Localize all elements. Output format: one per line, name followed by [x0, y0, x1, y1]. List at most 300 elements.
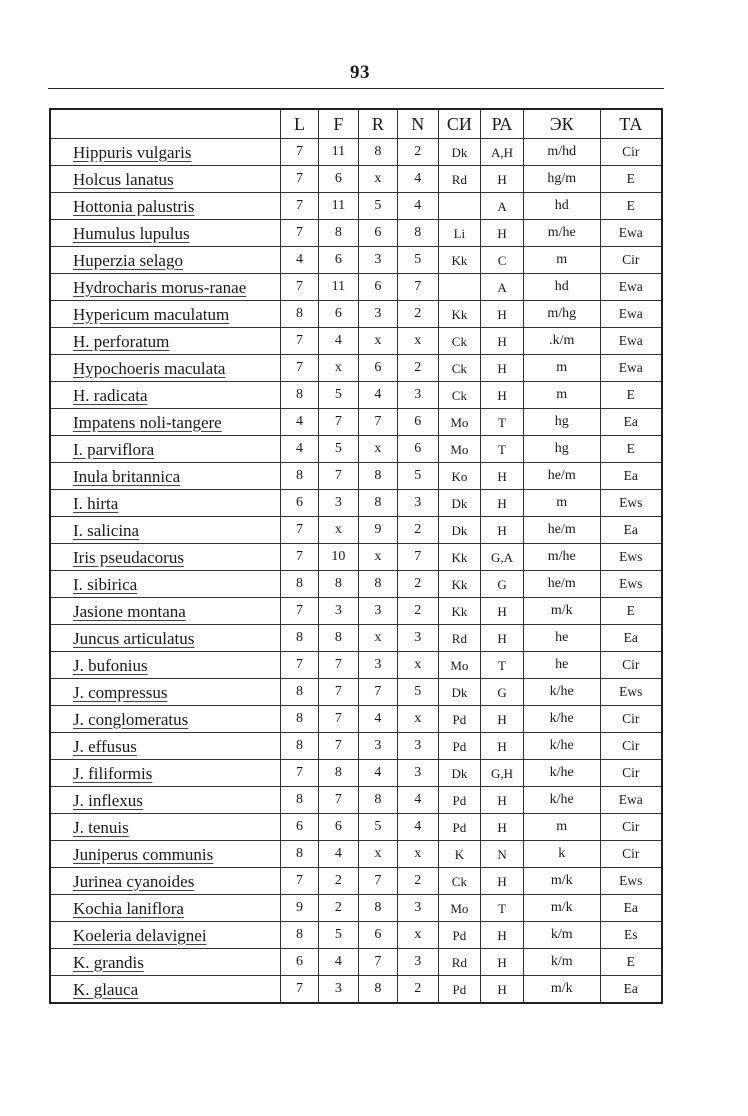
table-row: [50, 355, 662, 382]
l-cell: 7: [280, 166, 318, 193]
n-cell: 2: [398, 301, 439, 328]
ek-cell: m/k: [523, 976, 600, 1004]
table-row: [50, 274, 662, 301]
table-row: [50, 814, 662, 841]
n-cell: 2: [398, 868, 439, 895]
f-cell: 3: [319, 490, 358, 517]
n-cell: 6: [398, 409, 439, 436]
si-cell: Pd: [438, 976, 481, 1004]
species-cell: Koeleria delavignei: [50, 922, 280, 949]
l-cell: 6: [280, 814, 318, 841]
ra-cell: H: [481, 814, 524, 841]
si-cell: Mo: [438, 409, 481, 436]
l-cell: 7: [280, 355, 318, 382]
species-cell: Impatens noli-tangere: [50, 409, 280, 436]
table-row: [50, 841, 662, 868]
si-cell: Ck: [438, 328, 481, 355]
ra-cell: C: [481, 247, 524, 274]
r-cell: 7: [358, 679, 397, 706]
ta-cell: E: [600, 193, 662, 220]
f-cell: 8: [319, 571, 358, 598]
r-cell: 6: [358, 922, 397, 949]
table-row: [50, 895, 662, 922]
species-cell: Inula britannica: [50, 463, 280, 490]
l-cell: 8: [280, 706, 318, 733]
si-cell: Dk: [438, 679, 481, 706]
ra-cell: H: [481, 787, 524, 814]
l-cell: 4: [280, 409, 318, 436]
ta-cell: Ewa: [600, 274, 662, 301]
r-cell: 8: [358, 976, 397, 1004]
ra-cell: G: [481, 571, 524, 598]
l-cell: 7: [280, 193, 318, 220]
ta-cell: Ea: [600, 409, 662, 436]
species-cell: Jasione montana: [50, 598, 280, 625]
ra-cell: H: [481, 976, 524, 1004]
table-row: [50, 166, 662, 193]
f-cell: 2: [319, 895, 358, 922]
species-cell: H. radicata: [50, 382, 280, 409]
ta-cell: Cir: [600, 247, 662, 274]
ta-cell: E: [600, 166, 662, 193]
ek-cell: k/he: [523, 733, 600, 760]
f-cell: 4: [319, 841, 358, 868]
l-cell: 7: [280, 652, 318, 679]
r-cell: 8: [358, 139, 397, 166]
table-row: [50, 544, 662, 571]
l-cell: 7: [280, 976, 318, 1004]
n-cell: 2: [398, 139, 439, 166]
ek-cell: k/he: [523, 787, 600, 814]
l-cell: 6: [280, 490, 318, 517]
n-cell: 2: [398, 517, 439, 544]
ra-cell: H: [481, 922, 524, 949]
n-cell: 2: [398, 571, 439, 598]
header-ta: ТА: [600, 109, 662, 139]
l-cell: 7: [280, 868, 318, 895]
species-cell: Huperzia selago: [50, 247, 280, 274]
species-cell: Iris pseudacorus: [50, 544, 280, 571]
species-cell: Juncus articulatus: [50, 625, 280, 652]
si-cell: Ck: [438, 868, 481, 895]
table-row: [50, 409, 662, 436]
n-cell: 2: [398, 976, 439, 1004]
r-cell: 3: [358, 247, 397, 274]
ta-cell: Ewa: [600, 220, 662, 247]
ta-cell: Cir: [600, 841, 662, 868]
n-cell: 7: [398, 544, 439, 571]
l-cell: 7: [280, 598, 318, 625]
ra-cell: H: [481, 220, 524, 247]
ek-cell: hg: [523, 436, 600, 463]
ra-cell: G,A: [481, 544, 524, 571]
si-cell: Kk: [438, 598, 481, 625]
f-cell: 3: [319, 598, 358, 625]
f-cell: 8: [319, 760, 358, 787]
f-cell: 5: [319, 436, 358, 463]
n-cell: 6: [398, 436, 439, 463]
ta-cell: Ews: [600, 868, 662, 895]
ek-cell: he: [523, 625, 600, 652]
ta-cell: Ea: [600, 517, 662, 544]
n-cell: 4: [398, 166, 439, 193]
f-cell: 6: [319, 814, 358, 841]
f-cell: x: [319, 517, 358, 544]
r-cell: x: [358, 625, 397, 652]
l-cell: 4: [280, 247, 318, 274]
l-cell: 7: [280, 760, 318, 787]
ek-cell: m/hd: [523, 139, 600, 166]
species-cell: K. glauca: [50, 976, 280, 1004]
species-cell: Hottonia palustris: [50, 193, 280, 220]
table-row: [50, 193, 662, 220]
si-cell: Pd: [438, 787, 481, 814]
species-cell: Holcus lanatus: [50, 166, 280, 193]
n-cell: 2: [398, 355, 439, 382]
n-cell: 5: [398, 463, 439, 490]
f-cell: 7: [319, 706, 358, 733]
table-row: [50, 490, 662, 517]
ta-cell: Ewa: [600, 355, 662, 382]
f-cell: 8: [319, 220, 358, 247]
f-cell: 7: [319, 409, 358, 436]
f-cell: 11: [319, 139, 358, 166]
ra-cell: H: [481, 625, 524, 652]
r-cell: 9: [358, 517, 397, 544]
ra-cell: A: [481, 274, 524, 301]
ek-cell: m/k: [523, 868, 600, 895]
header-n: N: [398, 109, 439, 139]
f-cell: 6: [319, 301, 358, 328]
n-cell: x: [398, 652, 439, 679]
table-row: [50, 679, 662, 706]
species-cell: I. salicina: [50, 517, 280, 544]
table-row: [50, 328, 662, 355]
si-cell: Pd: [438, 922, 481, 949]
species-cell: Hypochoeris maculata: [50, 355, 280, 382]
ta-cell: E: [600, 949, 662, 976]
ek-cell: he/m: [523, 517, 600, 544]
table-row: [50, 652, 662, 679]
si-cell: Dk: [438, 490, 481, 517]
ta-cell: Ews: [600, 544, 662, 571]
ra-cell: H: [481, 301, 524, 328]
table-row: [50, 436, 662, 463]
f-cell: 2: [319, 868, 358, 895]
ek-cell: k: [523, 841, 600, 868]
f-cell: 11: [319, 274, 358, 301]
si-cell: Ck: [438, 382, 481, 409]
l-cell: 6: [280, 949, 318, 976]
species-cell: Hypericum maculatum: [50, 301, 280, 328]
f-cell: x: [319, 355, 358, 382]
ta-cell: Ea: [600, 895, 662, 922]
l-cell: 7: [280, 517, 318, 544]
ra-cell: T: [481, 409, 524, 436]
l-cell: 4: [280, 436, 318, 463]
l-cell: 8: [280, 301, 318, 328]
l-cell: 7: [280, 544, 318, 571]
ta-cell: Cir: [600, 652, 662, 679]
table-row: [50, 517, 662, 544]
species-cell: Humulus lupulus: [50, 220, 280, 247]
ra-cell: H: [481, 706, 524, 733]
n-cell: 3: [398, 895, 439, 922]
ek-cell: m/hg: [523, 301, 600, 328]
r-cell: 8: [358, 895, 397, 922]
species-cell: Jurinea cyanoides: [50, 868, 280, 895]
l-cell: 8: [280, 679, 318, 706]
f-cell: 7: [319, 679, 358, 706]
si-cell: Kk: [438, 247, 481, 274]
ek-cell: m/k: [523, 598, 600, 625]
si-cell: Ck: [438, 355, 481, 382]
species-cell: I. parviflora: [50, 436, 280, 463]
l-cell: 8: [280, 922, 318, 949]
ek-cell: hd: [523, 274, 600, 301]
table-row: [50, 598, 662, 625]
r-cell: x: [358, 841, 397, 868]
r-cell: 3: [358, 598, 397, 625]
si-cell: Dk: [438, 517, 481, 544]
r-cell: 3: [358, 652, 397, 679]
ra-cell: T: [481, 652, 524, 679]
ta-cell: Ea: [600, 463, 662, 490]
si-cell: Mo: [438, 895, 481, 922]
ra-cell: G: [481, 679, 524, 706]
ta-cell: Cir: [600, 814, 662, 841]
r-cell: 8: [358, 787, 397, 814]
table-row: [50, 706, 662, 733]
n-cell: 4: [398, 814, 439, 841]
ek-cell: k/he: [523, 679, 600, 706]
ra-cell: H: [481, 598, 524, 625]
page-number: 93: [350, 62, 370, 83]
ta-cell: Ea: [600, 625, 662, 652]
ta-cell: Ewa: [600, 787, 662, 814]
si-cell: Kk: [438, 301, 481, 328]
header-rule: [48, 88, 664, 89]
r-cell: 7: [358, 868, 397, 895]
table-row: [50, 463, 662, 490]
si-cell: [438, 274, 481, 301]
l-cell: 8: [280, 625, 318, 652]
ta-cell: E: [600, 598, 662, 625]
n-cell: x: [398, 841, 439, 868]
l-cell: 7: [280, 328, 318, 355]
header-f: F: [319, 109, 358, 139]
ra-cell: H: [481, 328, 524, 355]
si-cell: [438, 193, 481, 220]
r-cell: 5: [358, 814, 397, 841]
ek-cell: m: [523, 355, 600, 382]
r-cell: 8: [358, 463, 397, 490]
f-cell: 3: [319, 976, 358, 1004]
ta-cell: Cir: [600, 706, 662, 733]
r-cell: 4: [358, 706, 397, 733]
l-cell: 9: [280, 895, 318, 922]
r-cell: 5: [358, 193, 397, 220]
species-cell: J. compressus: [50, 679, 280, 706]
ek-cell: hg: [523, 409, 600, 436]
ta-cell: E: [600, 436, 662, 463]
si-cell: Rd: [438, 949, 481, 976]
ek-cell: hg/m: [523, 166, 600, 193]
l-cell: 8: [280, 841, 318, 868]
table-row: [50, 760, 662, 787]
si-cell: Rd: [438, 166, 481, 193]
ek-cell: k/m: [523, 922, 600, 949]
ek-cell: .k/m: [523, 328, 600, 355]
ek-cell: m: [523, 247, 600, 274]
ra-cell: H: [481, 949, 524, 976]
n-cell: 4: [398, 787, 439, 814]
header-r: R: [358, 109, 397, 139]
ra-cell: N: [481, 841, 524, 868]
n-cell: 8: [398, 220, 439, 247]
si-cell: Ko: [438, 463, 481, 490]
si-cell: Rd: [438, 625, 481, 652]
r-cell: x: [358, 436, 397, 463]
ek-cell: m: [523, 814, 600, 841]
ek-cell: he/m: [523, 463, 600, 490]
ek-cell: hd: [523, 193, 600, 220]
f-cell: 7: [319, 733, 358, 760]
table-row: [50, 571, 662, 598]
r-cell: 3: [358, 301, 397, 328]
l-cell: 7: [280, 274, 318, 301]
header-row: [50, 109, 662, 139]
table-row: [50, 922, 662, 949]
l-cell: 8: [280, 787, 318, 814]
si-cell: Kk: [438, 544, 481, 571]
ra-cell: A: [481, 193, 524, 220]
ta-cell: Ews: [600, 490, 662, 517]
ek-cell: he/m: [523, 571, 600, 598]
n-cell: 4: [398, 193, 439, 220]
ta-cell: Ews: [600, 679, 662, 706]
ra-cell: H: [481, 490, 524, 517]
table-row: [50, 868, 662, 895]
ta-cell: Cir: [600, 139, 662, 166]
table-body: [50, 139, 662, 1004]
table-row: [50, 301, 662, 328]
l-cell: 7: [280, 220, 318, 247]
r-cell: 6: [358, 274, 397, 301]
header-species: [50, 109, 280, 139]
f-cell: 10: [319, 544, 358, 571]
species-cell: Kochia laniflora: [50, 895, 280, 922]
r-cell: 7: [358, 409, 397, 436]
si-cell: Kk: [438, 571, 481, 598]
r-cell: x: [358, 166, 397, 193]
n-cell: x: [398, 706, 439, 733]
ek-cell: m: [523, 382, 600, 409]
si-cell: Pd: [438, 733, 481, 760]
l-cell: 8: [280, 733, 318, 760]
n-cell: 3: [398, 625, 439, 652]
header-ra: РА: [481, 109, 524, 139]
si-cell: Mo: [438, 652, 481, 679]
si-cell: Pd: [438, 814, 481, 841]
species-cell: I. sibirica: [50, 571, 280, 598]
ra-cell: H: [481, 355, 524, 382]
ek-cell: he: [523, 652, 600, 679]
species-cell: J. filiformis: [50, 760, 280, 787]
si-cell: Pd: [438, 706, 481, 733]
table-row: [50, 625, 662, 652]
r-cell: x: [358, 544, 397, 571]
f-cell: 8: [319, 625, 358, 652]
table-row: [50, 382, 662, 409]
l-cell: 8: [280, 571, 318, 598]
r-cell: 4: [358, 760, 397, 787]
n-cell: 3: [398, 490, 439, 517]
l-cell: 8: [280, 463, 318, 490]
table-row: [50, 220, 662, 247]
table-row: [50, 787, 662, 814]
n-cell: 7: [398, 274, 439, 301]
species-cell: I. hirta: [50, 490, 280, 517]
si-cell: K: [438, 841, 481, 868]
ek-cell: k/m: [523, 949, 600, 976]
ra-cell: T: [481, 436, 524, 463]
ta-cell: Ea: [600, 976, 662, 1004]
f-cell: 4: [319, 949, 358, 976]
header-l: L: [280, 109, 318, 139]
ek-cell: k/he: [523, 706, 600, 733]
ra-cell: A,H: [481, 139, 524, 166]
n-cell: 2: [398, 598, 439, 625]
ta-cell: Es: [600, 922, 662, 949]
ek-cell: k/he: [523, 760, 600, 787]
ra-cell: H: [481, 868, 524, 895]
ta-cell: Cir: [600, 760, 662, 787]
species-cell: Hydrocharis morus-ranae: [50, 274, 280, 301]
ra-cell: H: [481, 733, 524, 760]
ta-cell: Ewa: [600, 301, 662, 328]
f-cell: 7: [319, 787, 358, 814]
f-cell: 7: [319, 463, 358, 490]
ra-cell: T: [481, 895, 524, 922]
si-cell: Dk: [438, 760, 481, 787]
ta-cell: E: [600, 382, 662, 409]
ra-cell: H: [481, 382, 524, 409]
l-cell: 8: [280, 382, 318, 409]
n-cell: 3: [398, 949, 439, 976]
r-cell: x: [358, 328, 397, 355]
ta-cell: Cir: [600, 733, 662, 760]
r-cell: 7: [358, 949, 397, 976]
species-cell: H. perforatum: [50, 328, 280, 355]
species-cell: J. inflexus: [50, 787, 280, 814]
species-cell: J. effusus: [50, 733, 280, 760]
n-cell: 3: [398, 760, 439, 787]
header-ek: ЭК: [523, 109, 600, 139]
ta-cell: Ewa: [600, 328, 662, 355]
ra-cell: H: [481, 166, 524, 193]
r-cell: 8: [358, 571, 397, 598]
f-cell: 4: [319, 328, 358, 355]
l-cell: 7: [280, 139, 318, 166]
ra-cell: G,H: [481, 760, 524, 787]
table-row: [50, 976, 662, 1004]
ek-cell: m: [523, 490, 600, 517]
n-cell: x: [398, 922, 439, 949]
ta-cell: Ews: [600, 571, 662, 598]
n-cell: 5: [398, 679, 439, 706]
header-si: СИ: [438, 109, 481, 139]
